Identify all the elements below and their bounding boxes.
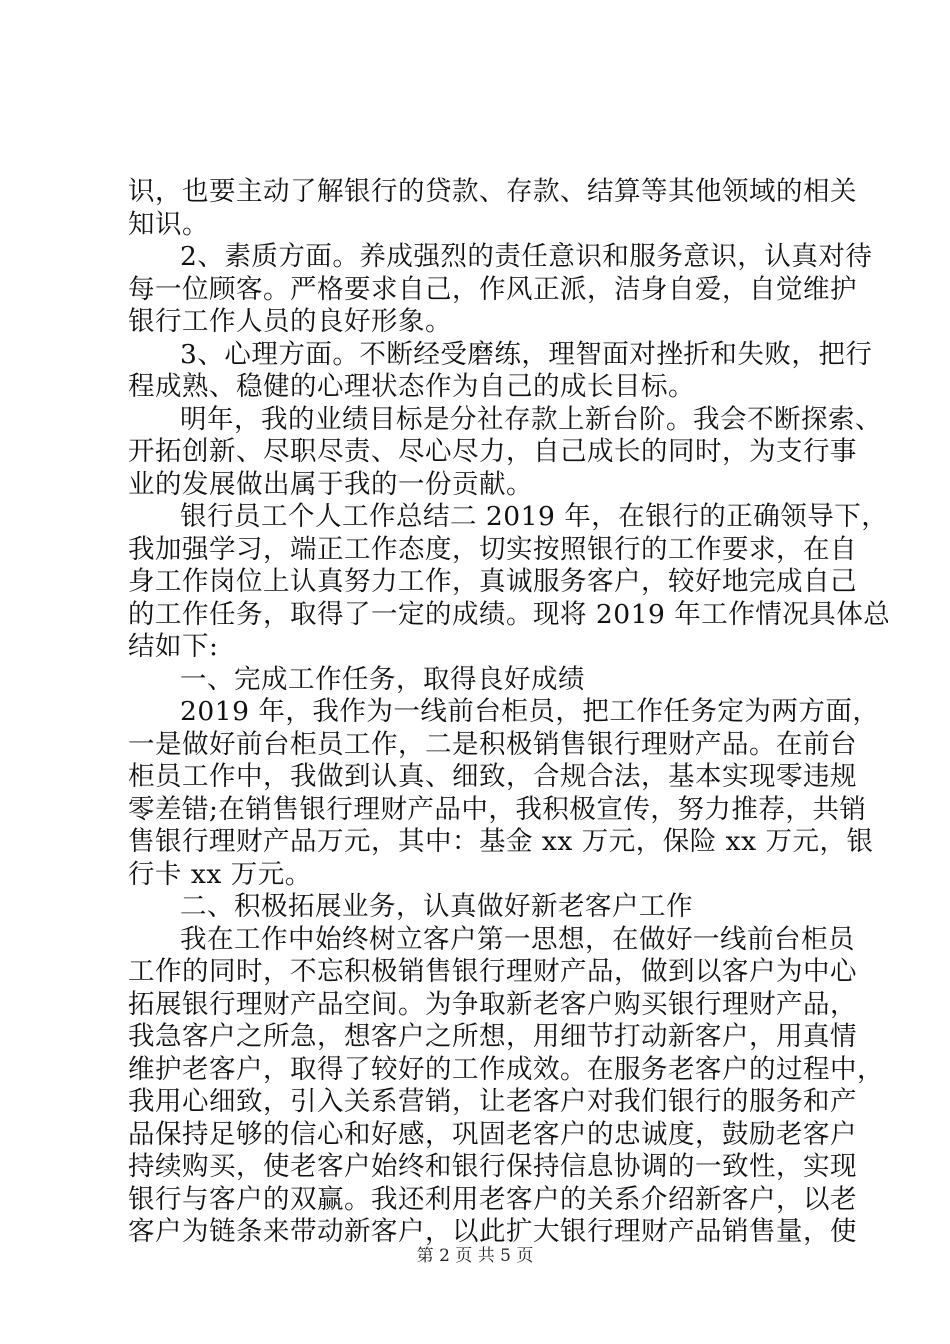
page-footer: 第 2 页 共 5 页 [416,1246,534,1266]
text-line: 银行与客户的双赢。我还利用老客户的关系介绍新客户，以老 [128,1183,857,1215]
text-line: 维护老客户，取得了较好的工作成效。在服务老客户的过程中， [128,1053,884,1085]
text-line: 程成熟、稳健的心理状态作为自己的成长目标。 [128,371,695,402]
text-line: 业的发展做出属于我的一份贡献。 [128,468,533,500]
text-line: 柜员工作中，我做到认真、细致，合规合法，基本实现零违规 [128,761,857,792]
paragraph [128,501,891,664]
text-line: 持续购买，使老客户始终和银行保持信息协调的一致性，实现 [128,1151,857,1182]
text-line: 我急客户之所急，想客户之所想，用细节打动新客户，用真情 [128,1021,857,1052]
text-line: 2019 年，我作为一线前台柜员，把工作任务定为两方面， [180,696,880,727]
text-line: 结如下: [128,631,219,662]
text-line: 3、心理方面。不断经受磨练，理智面对挫折和失败，把行 [180,338,873,370]
text-line: 一、完成工作任务，取得良好成绩 [180,663,585,695]
text-line: 我在工作中始终树立客户第一思想，在做好一线前台柜员 [180,923,855,955]
text-line: 知识。 [128,208,209,240]
text-line: 我用心细致，引入关系营销，让老客户对我们银行的服务和产 [128,1086,857,1117]
text-line: 的工作任务，取得了一定的成绩。现将 2019 年工作情况具体总 [128,598,891,630]
text-line: 每一位顾客。严格要求自己，作风正派，洁身自爱，自觉维护 [128,273,857,305]
text-line: 银行工作人员的良好形象。 [128,306,452,337]
text-line: 一是做好前台柜员工作，二是积极销售银行理财产品。在前台 [128,728,857,760]
paragraph [128,241,873,339]
text-line: 行卡 xx 万元。 [128,858,312,890]
paragraph [128,664,833,697]
text-line: 识，也要主动了解银行的贷款、存款、结算等其他领域的相关 [128,176,857,207]
text-line: 客户为链条来带动新客户，以此扩大银行理财产品销售量，使 [128,1216,857,1247]
text-line: 拓展银行理财产品空间。为争取新老客户购买银行理财产品， [128,988,857,1020]
text-line: 售银行理财产品万元，其中：基金 xx 万元，保险 xx 万元，银 [128,826,874,857]
paragraph [128,403,882,502]
paragraph [128,891,833,924]
paragraph [128,696,880,891]
text-line: 品保持足够的信心和好感，巩固老客户的忠诚度，鼓励老客户 [128,1118,857,1150]
paragraph [128,338,873,404]
text-line: 明年，我的业绩目标是分社存款上新台阶。我会不断探索、 [180,403,882,435]
text-line: 2、素质方面。养成强烈的责任意识和服务意识，认真对待 [180,241,873,272]
text-line: 我加强学习，端正工作态度，切实按照银行的工作要求，在自 [128,533,857,565]
text-line: 身工作岗位上认真努力工作，真诚服务客户，较好地完成自己 [128,566,857,597]
text-line: 二、积极拓展业务，认真做好新老客户工作 [180,891,693,922]
paragraph [128,176,857,241]
paragraph [128,923,884,1249]
text-line: 开拓创新、尽职尽责、尽心尽力，自己成长的同时，为支行事 [128,436,857,467]
text-line: 零差错;在销售银行理财产品中，我积极宣传，努力推荐，共销 [128,793,867,825]
document-body [128,176,891,1249]
text-line: 银行员工个人工作总结二 2019 年，在银行的正确领导下， [180,501,889,532]
text-line: 工作的同时，不忘积极销售银行理财产品，做到以客户为中心 [128,956,857,987]
